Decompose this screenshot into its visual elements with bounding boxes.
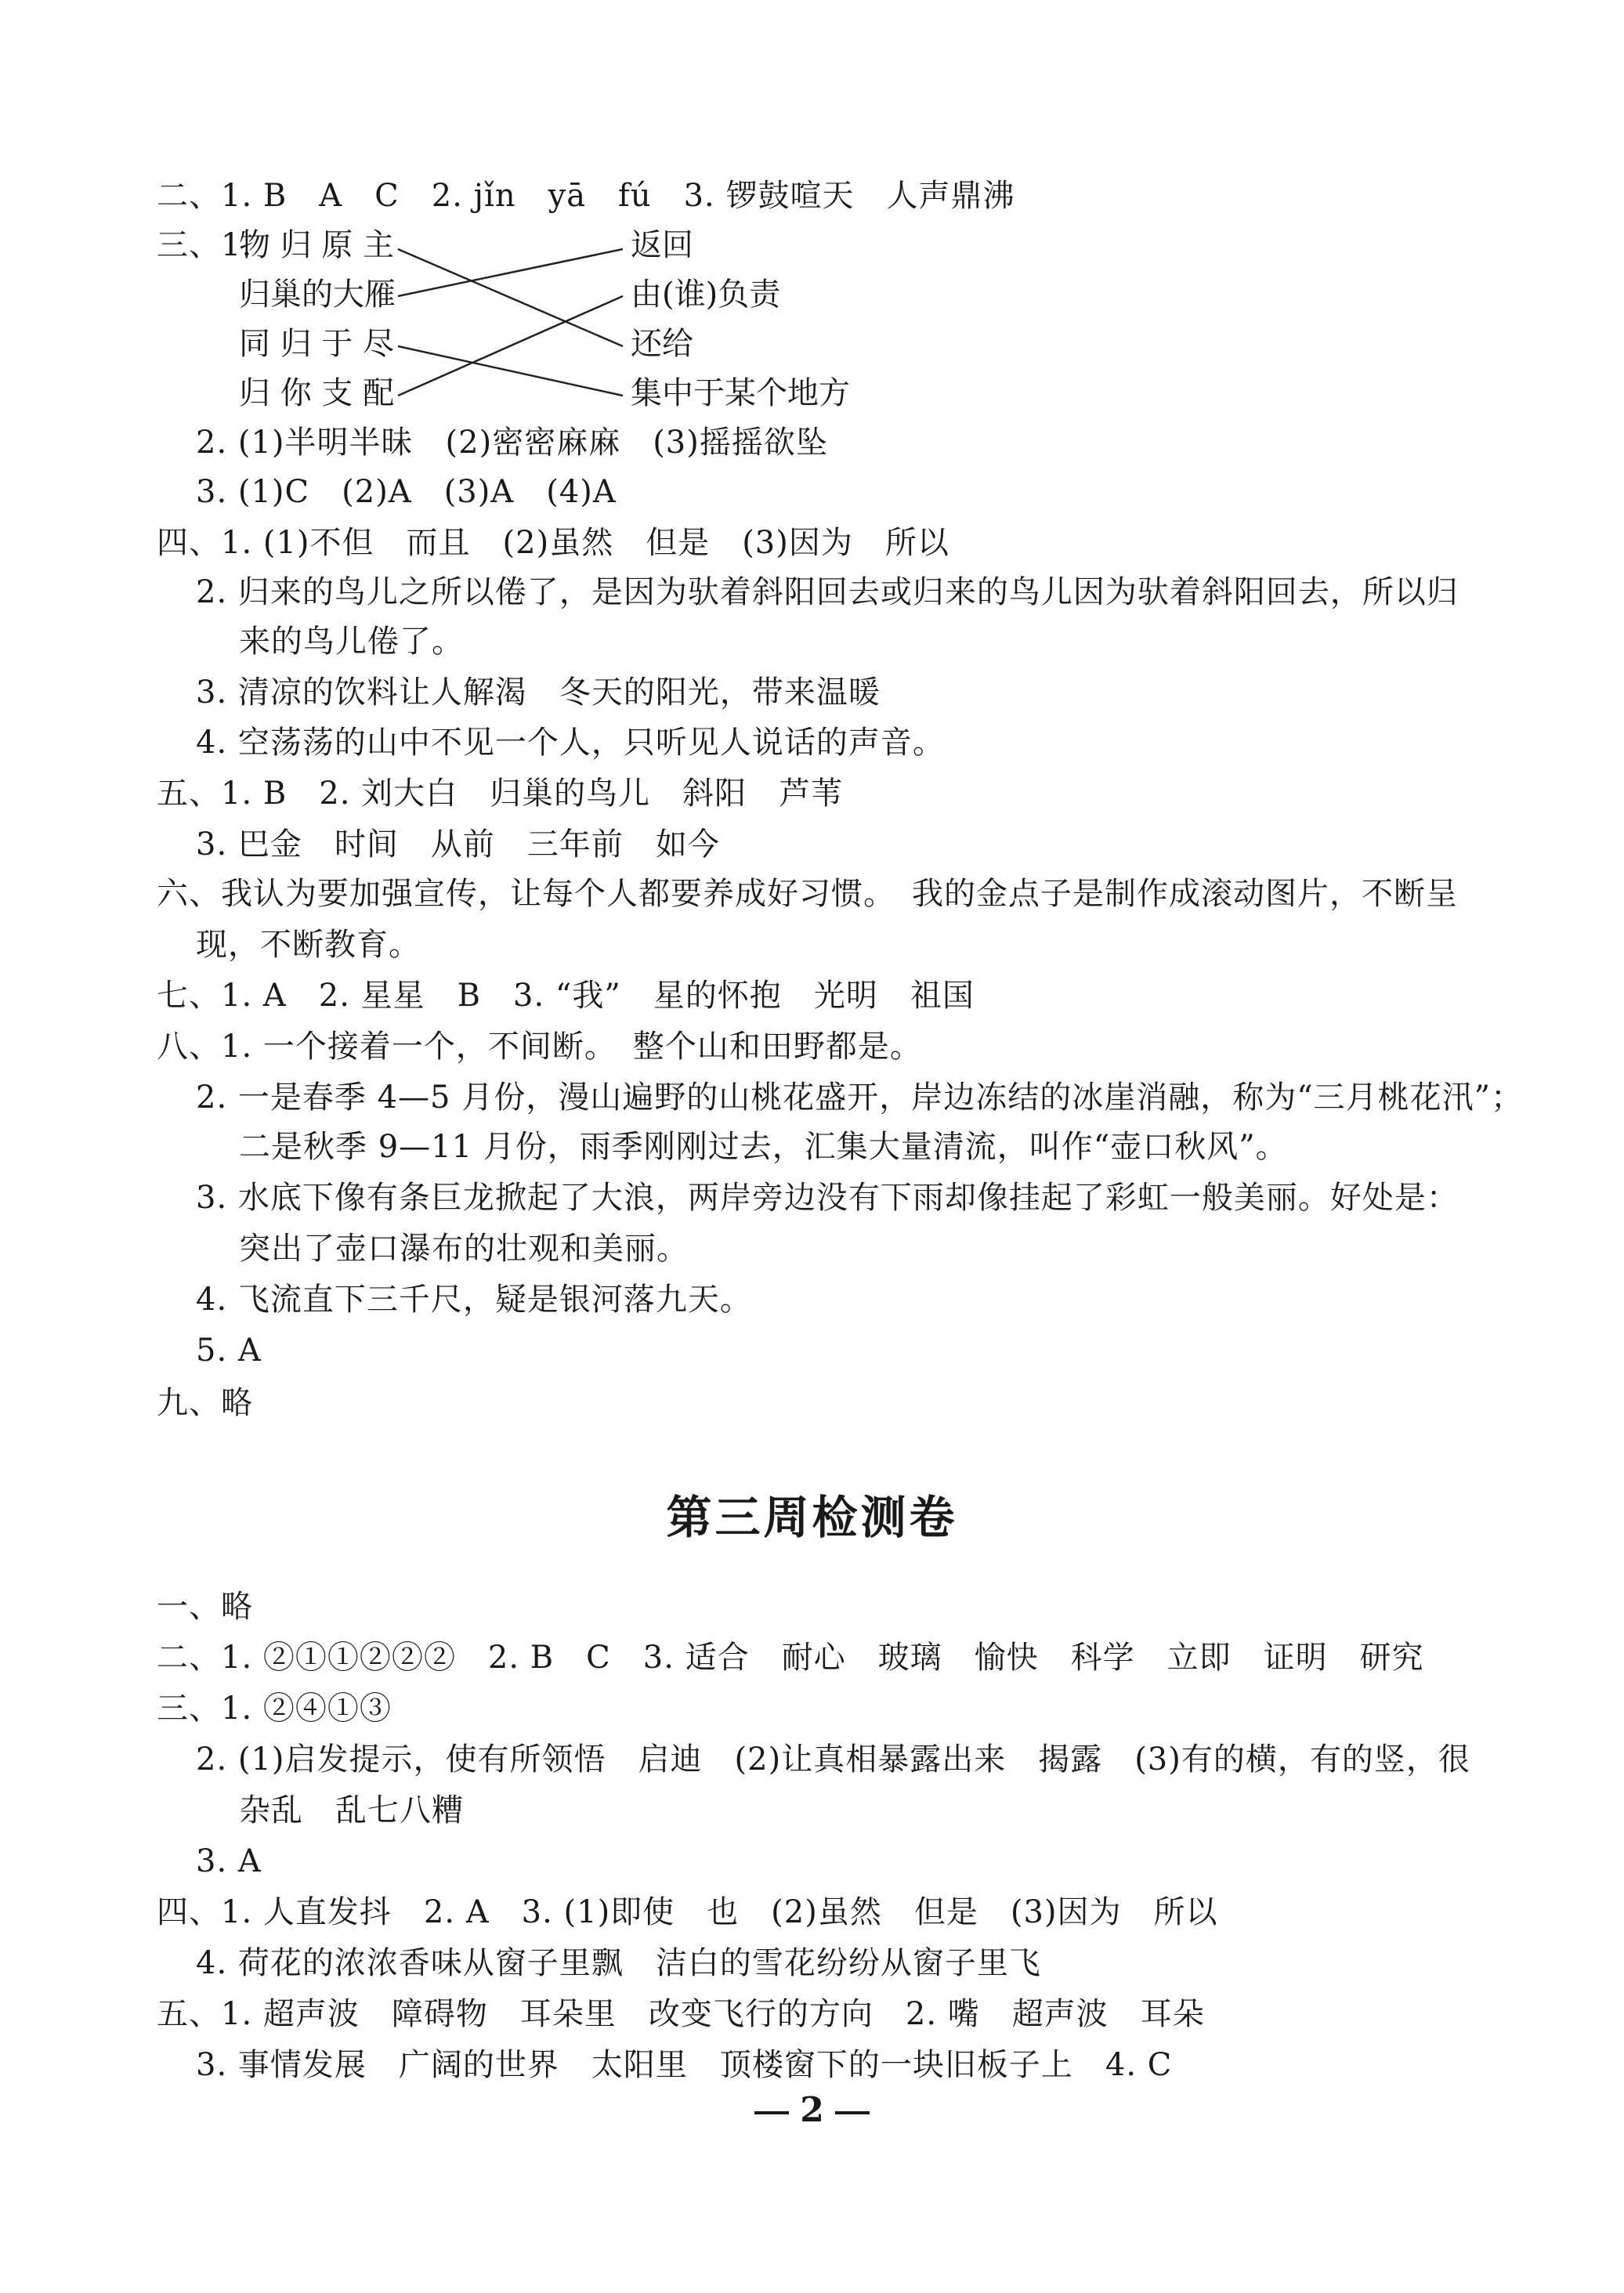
w3-s3-2a: 2. (1)启发提示，使有所领悟 启迪 (2)让真相暴露出来 揭露 (3)有的横，有的竖，很 (196, 1741, 1470, 1778)
w3-s3-3: 3. A (196, 1843, 262, 1879)
w2-s3-3: 3. (1)C (2)A (3)A (4)A (196, 474, 617, 510)
w3-section-3-1: 三、1. ②④①③ (157, 1691, 392, 1727)
match-line-3 (398, 346, 623, 396)
w3-section-2: 二、1. ②①①②②② 2. B C 3. 适合 耐心 玻璃 愉快 科学 立即 证明 研究 (157, 1640, 1424, 1676)
w2-s8-4: 4. 飞流直下三千尺，疑是银河落九天。 (196, 1282, 752, 1318)
match-left-3: 同 归 于 尽 (239, 326, 395, 362)
match-right-3: 还给 (631, 326, 693, 362)
w2-s8-5: 5. A (196, 1333, 262, 1369)
w2-section-9: 九、略 (157, 1385, 253, 1421)
match-line-2 (398, 249, 623, 296)
w2-s4-2a: 2. 归来的鸟儿之所以倦了，是因为驮着斜阳回去或归来的鸟儿因为驮着斜阳回去，所以归 (196, 574, 1459, 610)
matching-lines (0, 0, 1624, 470)
match-line-1 (398, 249, 623, 346)
w2-s8-3a: 3. 水底下像有条巨龙掀起了大浪，两岸旁边没有下雨却像挂起了彩虹一般美丽。好处是： (196, 1180, 1459, 1216)
w2-s8-2a: 2. 一是春季 4—5 月份，漫山遍野的山桃花盛开，岸边冻结的冰崖消融，称为“三月桃花汛”； (196, 1080, 1524, 1116)
w2-s8-3b: 突出了壶口瀑布的壮观和美丽。 (239, 1231, 689, 1267)
w2-s5-3: 3. 巴金 时间 从前 三年前 如今 (196, 826, 720, 863)
w2-section-6b: 现，不断教育。 (196, 927, 421, 963)
match-line-4 (398, 296, 623, 396)
w2-s4-2b: 来的鸟儿倦了。 (239, 624, 464, 660)
w2-section-2: 二、1. B A C 2. jǐn yā fú 3. 锣鼓喧天 人声鼎沸 (157, 178, 1015, 214)
w2-section-3-label: 三、1. (157, 227, 253, 263)
page-number-value: 2 (800, 2090, 824, 2130)
w2-section-4-1: 四、1. (1)不但 而且 (2)虽然 但是 (3)因为 所以 (157, 525, 949, 561)
w2-section-6a: 六、我认为要加强宣传，让每个人都要养成好习惯。 我的金点子是制作成滚动图片，不断呈 (157, 876, 1458, 912)
page-number-dash-left (754, 2111, 789, 2114)
w2-section-8-1: 八、1. 一个接着一个，不间断。 整个山和田野都是。 (157, 1029, 922, 1065)
w2-s8-2b: 二是秋季 9—11 月份，雨季刚刚过去，汇集大量清流，叫作“壶口秋风”。 (239, 1129, 1288, 1165)
w3-s5-3: 3. 事情发展 广阔的世界 太阳里 顶楼窗下的一块旧板子上 4. C (196, 2047, 1173, 2083)
match-left-4: 归 你 支 配 (239, 375, 395, 411)
w3-s4-4: 4. 荷花的浓浓香味从窗子里飘 洁白的雪花纷纷从窗子里飞 (196, 1945, 1041, 1981)
page-number-dash-right (835, 2111, 870, 2114)
w2-section-7: 七、1. A 2. 星星 B 3. “我” 星的怀抱 光明 祖国 (157, 978, 975, 1014)
match-left-2: 归巢的大雁 (239, 277, 396, 313)
page-number (0, 2090, 1624, 2130)
match-right-1: 返回 (631, 227, 693, 263)
w2-s3-2: 2. (1)半明半昧 (2)密密麻麻 (3)摇摇欲坠 (196, 425, 828, 461)
w3-section-1: 一、略 (157, 1589, 253, 1625)
w2-s4-4: 4. 空荡荡的山中不见一个人，只听见人说话的声音。 (196, 725, 945, 761)
w3-s3-2b: 杂乱 乱七八糟 (239, 1792, 464, 1828)
page-title: 第三周检测卷 (666, 1491, 958, 1544)
w2-s4-3: 3. 清凉的饮料让人解渴 冬天的阳光，带来温暖 (196, 675, 881, 711)
w3-section-4-1: 四、1. 人直发抖 2. A 3. (1)即使 也 (2)虽然 但是 (3)因为 所以 (157, 1894, 1218, 1930)
w2-section-5-1: 五、1. B 2. 刘大白 归巢的鸟儿 斜阳 芦苇 (157, 776, 844, 812)
match-right-2: 由(谁)负责 (631, 277, 781, 313)
match-right-4: 集中于某个地方 (631, 375, 850, 411)
w3-section-5-1: 五、1. 超声波 障碍物 耳朵里 改变飞行的方向 2. 嘴 超声波 耳朵 (157, 1996, 1205, 2032)
match-left-1: 物 归 原 主 (239, 227, 395, 263)
